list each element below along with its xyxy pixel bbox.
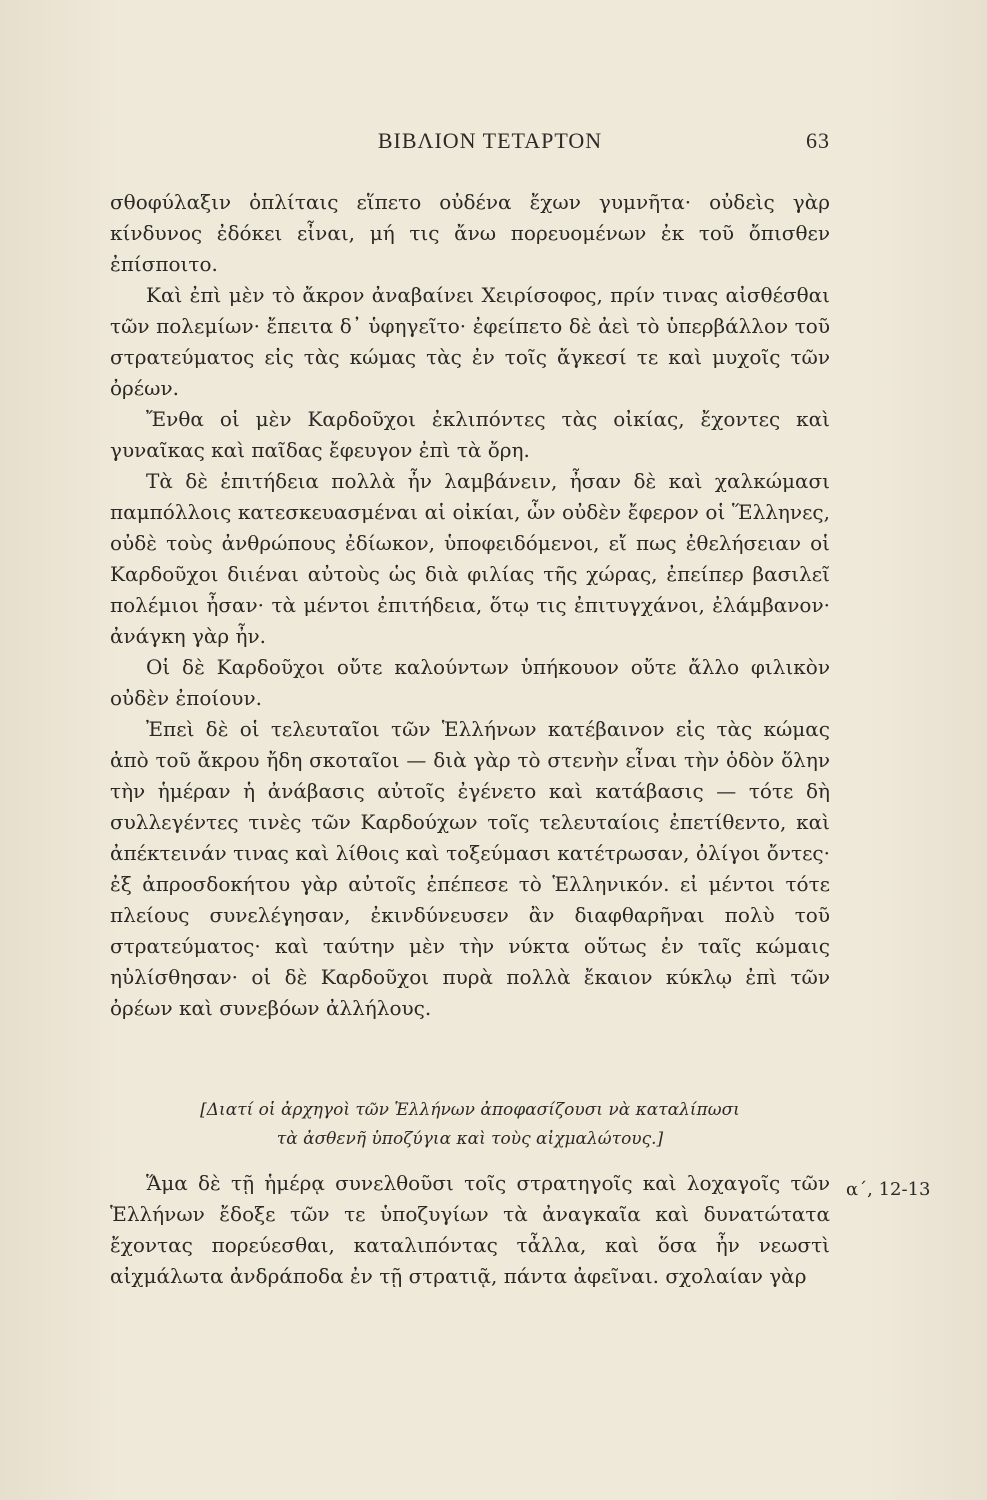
continuation-text-block xyxy=(110,1168,830,1292)
section-heading-line: [Διατί οἱ ἀρχηγοὶ τῶν Ἑλλήνων ἀποφασίζουσι νὰ καταλίπωσι xyxy=(200,1100,740,1120)
margin-reference: α΄, 12-13 xyxy=(846,1179,931,1200)
page-header xyxy=(110,128,830,160)
section-heading-line: τὰ ἀσθενῆ ὑποζύγια καὶ τοὺς αἰχμαλώτους.] xyxy=(276,1129,664,1149)
main-text-block xyxy=(110,187,830,1024)
section-heading xyxy=(110,1096,830,1154)
paragraph: Καὶ ἐπὶ μὲν τὸ ἄκρον ἀναβαίνει Χειρίσοφος, πρίν τινας αἰσθέσθαι τῶν πολεμίων· ἔπειτα δ᾽ ὑφηγεῖτο· ἐφείπετο δὲ ἀεὶ τὸ ὑπερβάλλον τοῦ στρατεύματος εἰς τὰς κώμας τὰς ἐν τοῖς ἄγκεσί τε καὶ μυχοῖς τῶν ὀρέων. xyxy=(110,283,830,400)
paragraph: Ἐπεὶ δὲ οἱ τελευταῖοι τῶν Ἑλλήνων κατέβαινον εἰς τὰς κώμας ἀπὸ τοῦ ἄκρου ἤδη σκοταῖοι — διὰ γὰρ τὸ στενὴν εἶναι τὴν ὁδὸν ὅλην τὴν ἡμέραν ἡ ἀνάβασις αὐτοῖς ἐγένετο καὶ κατάβασις — τότε δὴ συλλεγέντες τινὲς τῶν Καρδούχων τοῖς τελευταίοις ἐπετίθεντο, καὶ ἀπέκτεινάν τινας καὶ λίθοις καὶ τοξεύμασι κατέτρωσαν, ὀλίγοι ὄντες· ἐξ ἀπροσδοκήτου γὰρ αὐτοῖς ἐπέπεσε τὸ Ἑλληνικόν. εἰ μέντοι τότε πλείους συνελέγησαν, ἐκινδύνευσεν ἂν διαφθαρῆναι πολὺ τοῦ στρατεύματος· καὶ ταύτην μὲν τὴν νύκτα οὕτως ἐν ταῖς κώμαις ηὐλίσθησαν· οἱ δὲ Καρδοῦχοι πυρὰ πολλὰ ἔκαιον κύκλῳ ἐπὶ τῶν ὀρέων καὶ συνεβόων ἀλλήλους. xyxy=(110,717,830,1020)
paragraph: Τὰ δὲ ἐπιτήδεια πολλὰ ἦν λαμβάνειν, ἦσαν δὲ καὶ χαλκώμασι παμπόλλοις κατεσκευασμέναι αἱ οἰκίαι, ὧν οὐδὲν ἔφερον οἱ Ἕλληνες, οὐδὲ τοὺς ἀνθρώπους ἐδίωκον, ὑποφειδόμενοι, εἴ πως ἐθελήσειαν οἱ Καρδοῦχοι διιέναι αὐτοὺς ὡς διὰ φιλίας τῆς χώρας, ἐπείπερ βασιλεῖ πολέμιοι ἦσαν· τὰ μέντοι ἐπιτήδεια, ὅτῳ τις ἐπιτυγχάνοι, ἐλάμβανον· ἀνάγκη γὰρ ἦν. xyxy=(110,469,830,648)
paragraph: σθοφύλαξιν ὁπλίταις εἵπετο οὐδένα ἔχων γυμνῆτα· οὐδεὶς γὰρ κίνδυνος ἐδόκει εἶναι, μή τις ἄνω πορευομένων ἐκ τοῦ ὄπισθεν ἐπίσποιτο. xyxy=(110,190,830,276)
paragraph: Ἔνθα οἱ μὲν Καρδοῦχοι ἐκλιπόντες τὰς οἰκίας, ἔχοντες καὶ γυναῖκας καὶ παῖδας ἔφευγον ἐπὶ τὰ ὄρη. xyxy=(110,407,830,462)
page-number: 63 xyxy=(806,128,830,153)
paragraph: Ἅμα δὲ τῇ ἡμέρᾳ συνελθοῦσι τοῖς στρατηγοῖς καὶ λοχαγοῖς τῶν Ἑλλήνων ἔδοξε τῶν τε ὑποζυγίων τὰ ἀναγκαῖα καὶ δυνατώτατα ἔχοντας πορεύεσθαι, καταλιπόντας τἆλλα, καὶ ὅσα ἦν νεωστὶ αἰχμάλωτα ἀνδράποδα ἐν τῇ στρατιᾷ, πάντα ἀφεῖναι. σχολαίαν γὰρ xyxy=(110,1171,830,1288)
running-head: ΒΙΒΛΙΟΝ ΤΕΤΑΡΤΟΝ xyxy=(377,128,603,153)
paragraph: Οἱ δὲ Καρδοῦχοι οὔτε καλούντων ὑπήκουον οὔτε ἄλλο φιλικὸν οὐδὲν ἐποίουν. xyxy=(110,655,830,710)
